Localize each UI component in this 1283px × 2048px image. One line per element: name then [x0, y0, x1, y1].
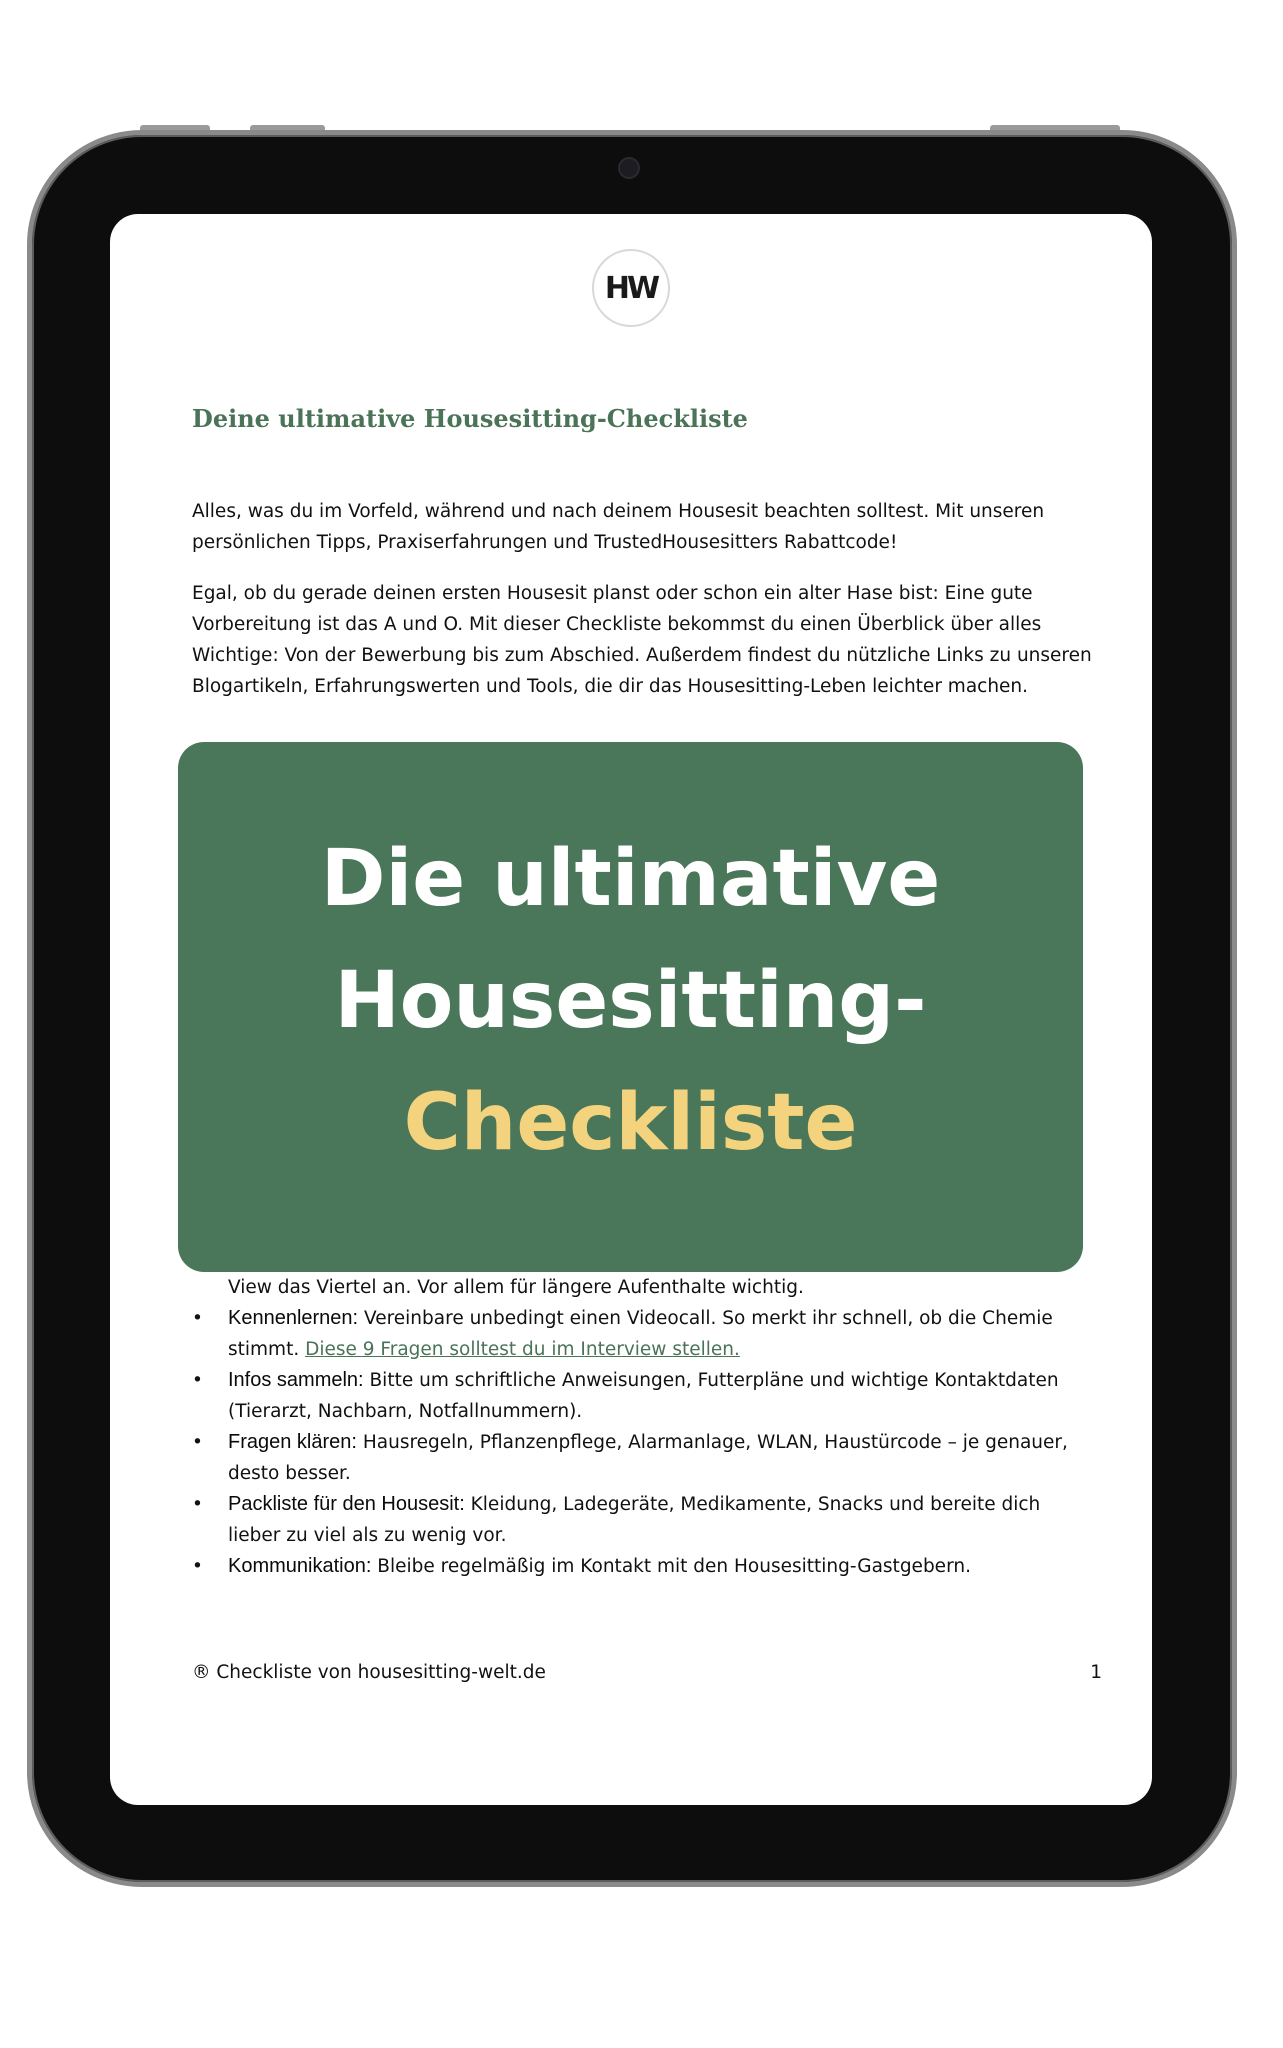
banner-line-1: Die ultimative	[320, 834, 941, 924]
list-item	[192, 1489, 1092, 1551]
banner-line-2: Housesitting-	[334, 956, 927, 1046]
list-item	[192, 1365, 1092, 1427]
list-item	[192, 1427, 1092, 1489]
bullet-icon: •	[192, 1494, 203, 1515]
checklist	[192, 1303, 1092, 1582]
camera-icon	[618, 157, 640, 179]
title-banner	[178, 742, 1083, 1272]
list-item	[192, 1303, 1092, 1365]
interview-questions-link[interactable]: Diese 9 Fragen solltest du im Interview stellen.	[305, 1339, 740, 1360]
list-item-text: Vereinbare unbedingt einen Videocall. So merkt ihr schnell, ob die Chemie stimmt.	[228, 1308, 1053, 1360]
intro-paragraph: Alles, was du im Vorfeld, während und nach deinem Housesit beachten solltest. Mit unseren persönlichen Tipps, Praxiserfahrungen und TrustedHousesitters Rabattcode!	[192, 501, 1045, 553]
list-item-text: Kleidung, Ladegeräte, Medikamente, Snacks und bereite dich lieber zu viel als zu wenig vor.	[228, 1494, 1041, 1546]
list-item-label: Infos sammeln:	[228, 1369, 364, 1391]
page-number: 1	[1090, 1662, 1102, 1683]
list-item-label: Kennenlernen:	[228, 1307, 359, 1329]
hw-logo-icon: HW	[592, 249, 670, 327]
list-item-text: Bitte um schriftliche Anweisungen, Futterpläne und wichtige Kontaktdaten (Tierarzt, Nachbarn, Notfallnummern).	[228, 1370, 1059, 1422]
body-paragraph: Egal, ob du gerade deinen ersten Housesit planst oder schon ein alter Hase bist: Eine gute Vorbereitung ist das A und O. Mit dieser Checkliste bekommst du einen Überblick über alles Wichtige: Von der Bewerbung bis zum Abschied. Außerdem findest du nützliche Links zu unseren Blogartikeln, Erfahrungswerten und Tools, die dir das Housesitting-Leben leichter machen.	[192, 583, 1092, 697]
list-item	[192, 1551, 1092, 1582]
bullet-icon: •	[192, 1556, 203, 1577]
document-title: Deine ultimative Housesitting-Checkliste	[192, 404, 748, 433]
banner-line-3: Checkliste	[403, 1078, 858, 1168]
list-item-label: Packliste für den Housesit:	[228, 1493, 465, 1515]
list-item-label: Fragen klären:	[228, 1431, 357, 1453]
list-fragment: View das Viertel an. Vor allem für längere Aufenthalte wichtig.	[228, 1277, 804, 1298]
bullet-icon: •	[192, 1432, 203, 1453]
bullet-icon: •	[192, 1308, 203, 1329]
footer-copyright: ® Checkliste von housesitting-welt.de	[192, 1662, 546, 1683]
list-item-label: Kommunikation:	[228, 1555, 372, 1577]
bullet-icon: •	[192, 1370, 203, 1391]
list-item-text: Bleibe regelmäßig im Kontakt mit den Housesitting-Gastgebern.	[371, 1556, 971, 1577]
tablet-screen	[110, 214, 1152, 1805]
list-item-text: Hausregeln, Pflanzenpflege, Alarmanlage, WLAN, Haustürcode – je genauer, desto besser.	[228, 1432, 1068, 1484]
